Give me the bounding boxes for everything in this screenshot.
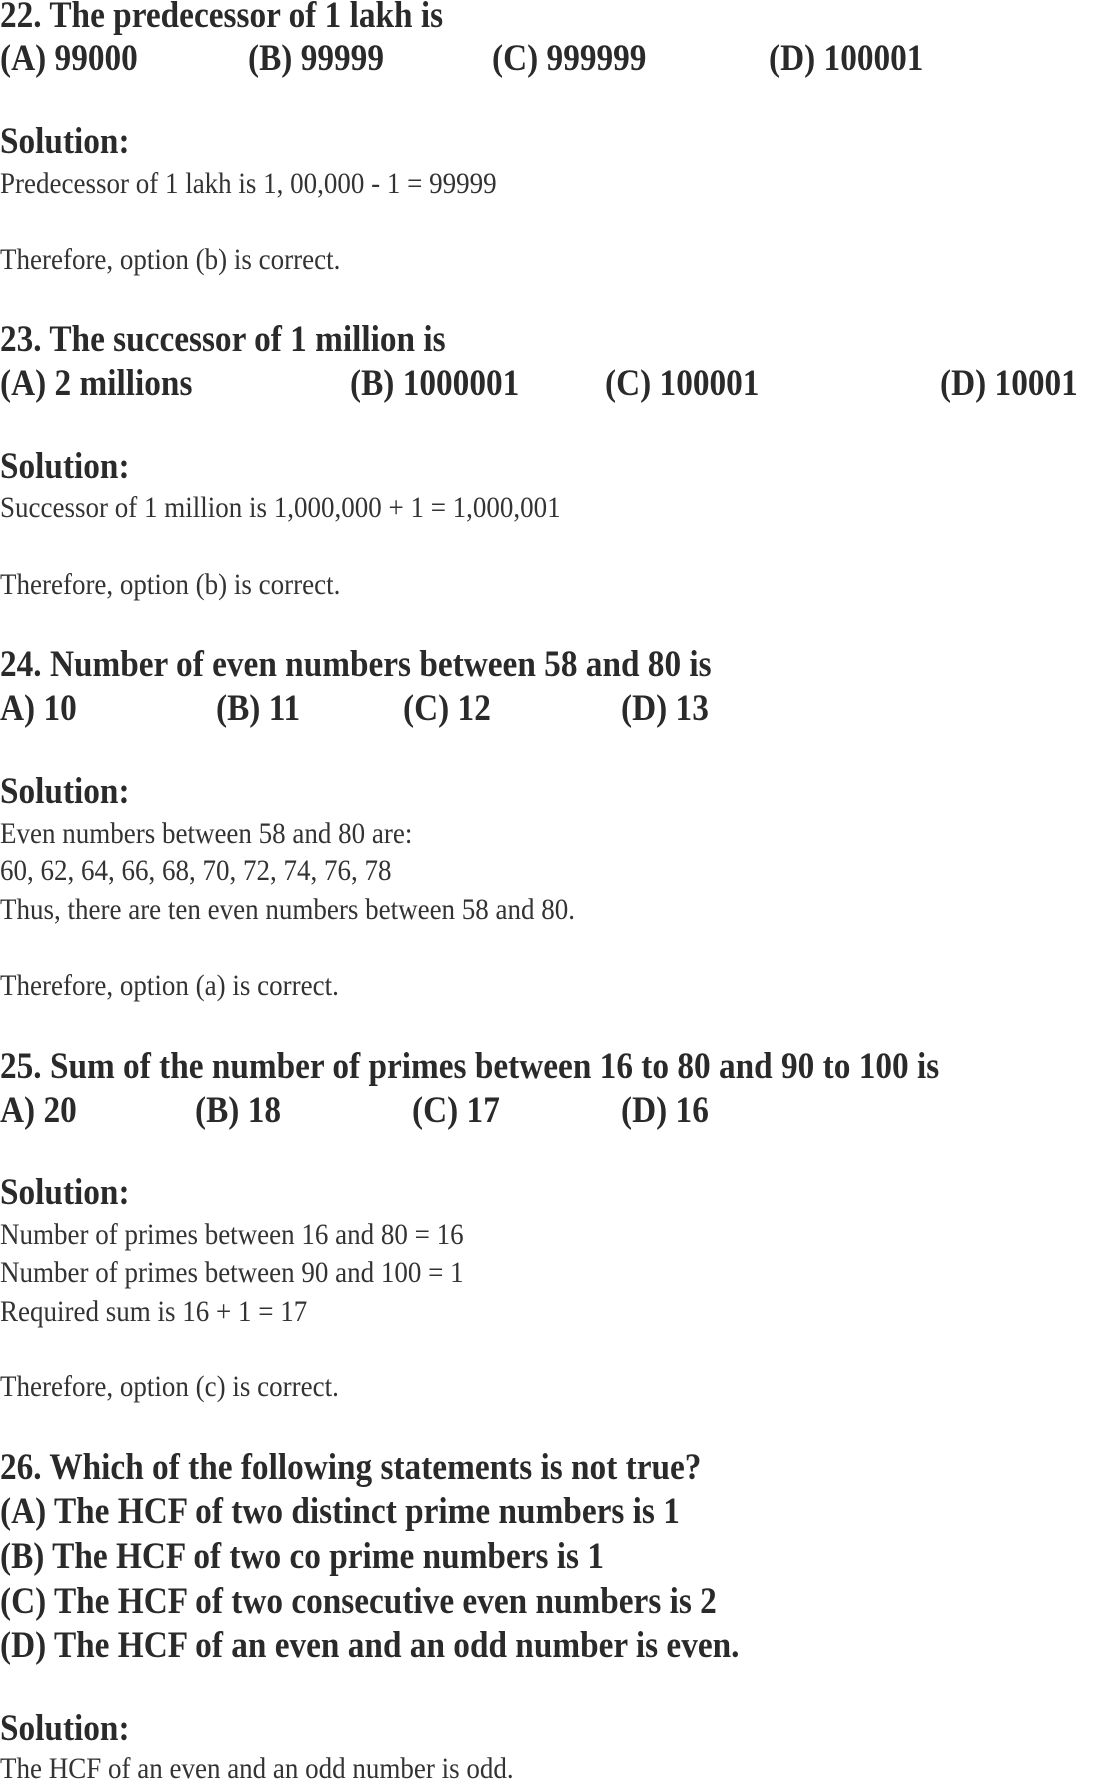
question-25-title: 25. Sum of the number of primes between 16 to 80 and 90 to 100 is — [0, 1046, 940, 1087]
q26-option-d: (D) The HCF of an even and an odd number is even. — [0, 1625, 740, 1666]
q25-solution-line: Required sum is 16 + 1 = 17 — [0, 1295, 308, 1328]
q25-option-a: A) 20 — [0, 1090, 77, 1131]
q24-solution-line: Even numbers between 58 and 80 are: — [0, 817, 413, 850]
q26-option-a: (A) The HCF of two distinct prime numbers is 1 — [0, 1491, 680, 1532]
question-26-title: 26. Which of the following statements is not true? — [0, 1447, 702, 1488]
q24-option-c: (C) 12 — [403, 688, 491, 729]
q25-solution-line: Number of primes between 16 and 80 = 16 — [0, 1218, 464, 1251]
q24-solution-heading: Solution: — [0, 771, 130, 812]
q26-option-c: (C) The HCF of two consecutive even numbers is 2 — [0, 1581, 717, 1622]
q22-solution-line: Predecessor of 1 lakh is 1, 00,000 - 1 = 99999 — [0, 167, 497, 200]
q26-solution-heading: Solution: — [0, 1708, 130, 1749]
q22-option-d: (D) 100001 — [769, 38, 924, 79]
q22-option-c: (C) 999999 — [492, 38, 647, 79]
q23-conclusion: Therefore, option (b) is correct. — [0, 568, 341, 601]
q22-option-a: (A) 99000 — [0, 38, 138, 79]
q24-option-d: (D) 13 — [621, 688, 709, 729]
q26-solution-line: The HCF of an even and an odd number is odd. — [0, 1752, 514, 1785]
q23-option-b: (B) 1000001 — [350, 363, 520, 404]
q26-option-b: (B) The HCF of two co prime numbers is 1 — [0, 1536, 604, 1577]
q24-solution-line: 60, 62, 64, 66, 68, 70, 72, 74, 76, 78 — [0, 854, 392, 887]
q24-option-b: (B) 11 — [216, 688, 301, 729]
q23-option-a: (A) 2 millions — [0, 363, 193, 404]
q22-solution-heading: Solution: — [0, 121, 130, 162]
q23-option-d: (D) 10001 — [940, 363, 1078, 404]
q22-conclusion: Therefore, option (b) is correct. — [0, 243, 341, 276]
q22-option-b: (B) 99999 — [248, 38, 384, 79]
q25-option-d: (D) 16 — [621, 1090, 709, 1131]
q25-solution-line: Number of primes between 90 and 100 = 1 — [0, 1256, 464, 1289]
q25-option-b: (B) 18 — [195, 1090, 282, 1131]
question-23-title: 23. The successor of 1 million is — [0, 319, 446, 360]
q25-solution-heading: Solution: — [0, 1172, 130, 1213]
q23-solution-line: Successor of 1 million is 1,000,000 + 1 = 1,000,001 — [0, 491, 561, 524]
question-22-title: 22. The predecessor of 1 lakh is — [0, 0, 444, 36]
q25-option-c: (C) 17 — [412, 1090, 500, 1131]
q23-solution-heading: Solution: — [0, 446, 130, 487]
q23-option-c: (C) 100001 — [605, 363, 760, 404]
question-24-title: 24. Number of even numbers between 58 and 80 is — [0, 644, 712, 685]
q25-conclusion: Therefore, option (c) is correct. — [0, 1370, 339, 1403]
q24-option-a: A) 10 — [0, 688, 77, 729]
q24-solution-line: Thus, there are ten even numbers between 58 and 80. — [0, 893, 576, 926]
q24-conclusion: Therefore, option (a) is correct. — [0, 969, 339, 1002]
